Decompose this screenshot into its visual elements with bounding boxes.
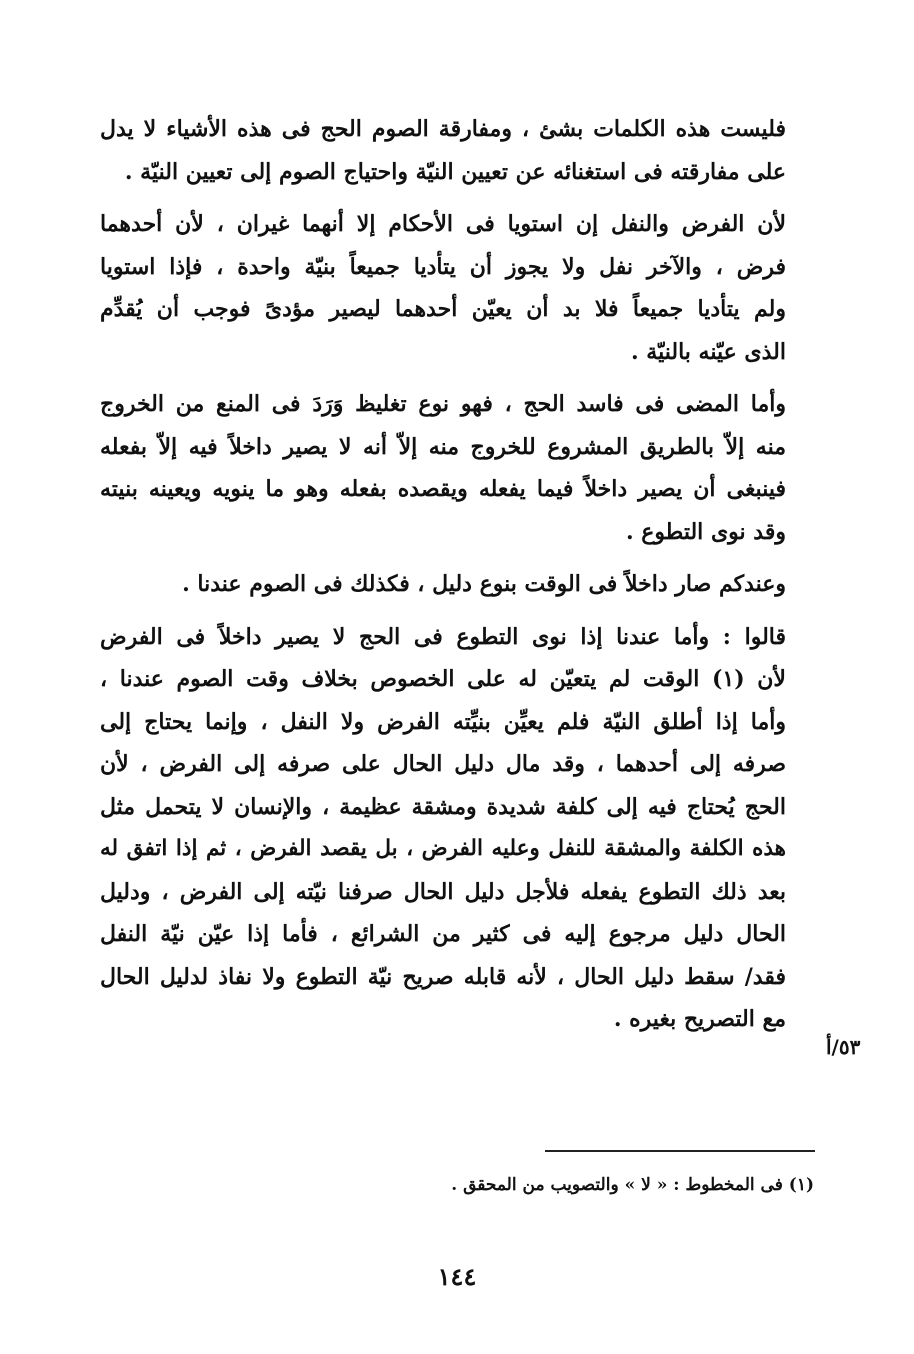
text-line: منه إلاّ بالطريق المشروع للخروج منه إلاّ أنه لا يصير داخلاً فيه إلاّ بفعله [100,433,786,460]
folio-margin-note: ٥٣/أ [826,1035,861,1059]
text-line: صرفه إلى أحدهما ، وقد مال دليل الحال على صرفه إلى الفرض ، لأن [100,751,786,777]
text-line: الحال دليل مرجوع إليه فى كثير من الشرائع ، فأما إذا عيّن نيّة النفل [100,921,786,947]
text-line: الحج يُحتاج فيه إلى كلفة شديدة ومشقة عظيمة ، والإنسان لا يتحمل مثل [100,793,786,820]
text-line: وأما إذا أطلق النيّة فلم يعيِّن بنيِّته الفرض ولا النفل ، وإنما يحتاج إلى [100,708,786,735]
page-number: ١٤٤ [437,1262,477,1291]
text-line: بعد ذلك التطوع يفعله فلأجل دليل الحال صرفنا نيّته إلى الفرض ، ودليل [100,878,786,905]
text-line: مع التصريح بغيره . [613,1006,786,1032]
text-line: فقد/ سقط دليل الحال ، لأنه قابله صريح نيّة التطوع ولا نفاذ لدليل الحال [100,963,786,990]
text-line: الذى عيّنه بالنيّة . [630,338,786,365]
footnote: (١) فى المخطوط : « لا » والتصويب من المحقق . [451,1175,814,1195]
text-line: لأن الفرض والنفل إن استويا فى الأحكام إلا أنهما غيران ، لأن أحدهما [100,211,786,237]
main-text [100,108,812,1051]
text-line: هذه الكلفة والمشقة للنفل وعليه الفرض ، بل يقصد الفرض ، ثم إذا اتفق له [100,836,786,861]
text-line: وقد نوى التطوع . [625,518,786,545]
paragraph-2 [100,203,812,373]
footnote-divider [545,1150,815,1152]
text-line: وعندكم صار داخلاً فى الوقت بنوع دليل ، فكذلك فى الصوم عندنا . [182,571,786,597]
paragraph-1 [100,108,812,193]
text-line: فينبغى أن يصير داخلاً فيما يفعله ويقصده بفعله وهو ما ينويه ويعينه بنيته [100,476,786,502]
paragraph-3 [100,383,812,553]
paragraph-4 [100,563,812,606]
text-line: وأما المضى فى فاسد الحج ، فهو نوع تغليظ وَرَدَ فى المنع من الخروج [100,391,786,417]
text-line: قالوا : وأما عندنا إذا نوى التطوع فى الحج لا يصير داخلاً فى الفرض [100,623,786,650]
text-line: ولم يتأديا جميعاً فلا بد أن يعيّن أحدهما ليصير مؤدىً فوجب أن يُقدِّم [100,296,786,322]
text-line: فليست هذه الكلمات بشئ ، ومفارقة الصوم الحج فى هذه الأشياء لا يدل [100,116,786,142]
text-line: فرض ، والآخر نفل ولا يجوز أن يتأديا جميعاً بنيّة واحدة ، فإذا استويا [100,253,786,280]
text-line: لأن (١) الوقت لم يتعيّن له على الخصوص بخلاف وقت الصوم عندنا ، [100,666,786,692]
paragraph-5 [100,616,812,1041]
text-line: على مفارقته فى استغنائه عن تعيين النيّة واحتياج الصوم إلى تعيين النيّة . [124,158,786,185]
